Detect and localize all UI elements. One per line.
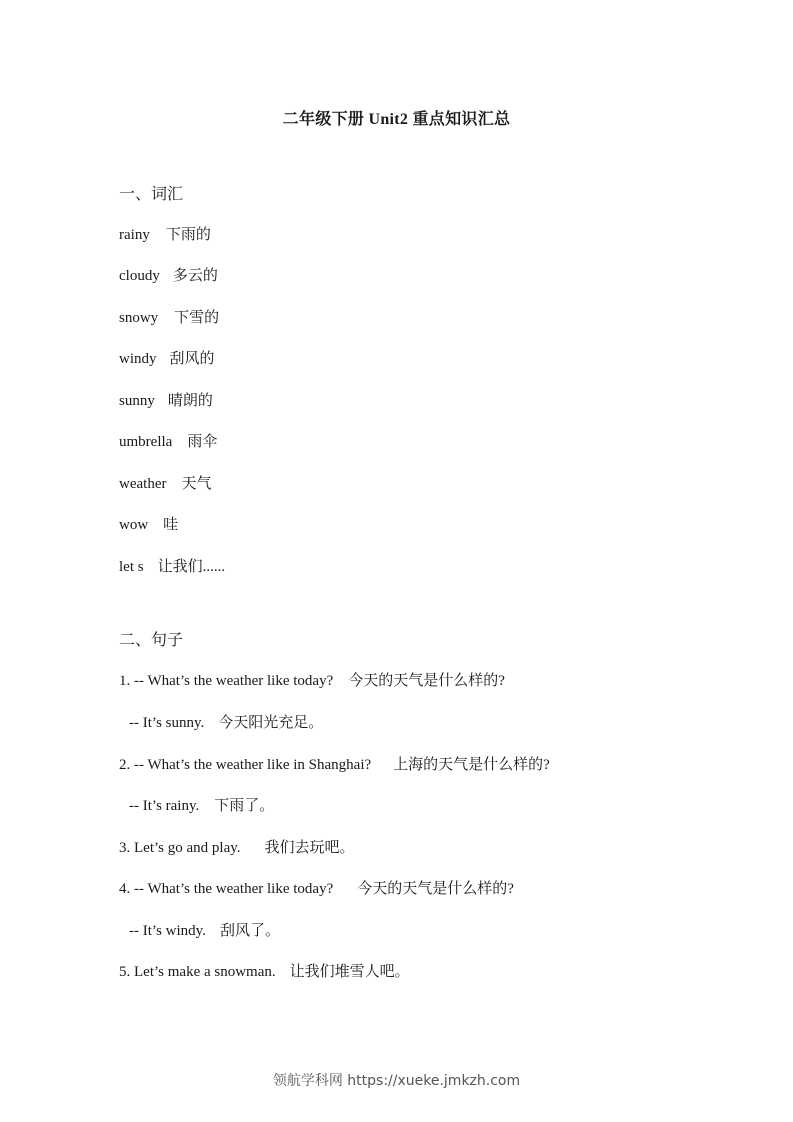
vocab-en: snowy	[119, 310, 159, 326]
vocab-en: cloudy	[119, 268, 160, 284]
sentence-zh: 今天的天气是什么样的?	[348, 673, 505, 689]
sentence-zh: 下雨了。	[214, 798, 275, 814]
vocab-item	[119, 513, 178, 534]
vocab-zh: 下雨的	[165, 227, 211, 243]
vocab-en: umbrella	[119, 434, 173, 450]
sentence-en: -- It’s rainy.	[129, 798, 200, 814]
vocab-item	[119, 430, 217, 451]
vocab-item	[119, 472, 211, 493]
sentence-en: -- It’s sunny.	[129, 715, 205, 731]
sentence-en: 3. Let’s go and play.	[119, 840, 241, 856]
sentence-line	[119, 836, 355, 857]
sentence-line	[119, 960, 410, 981]
section-heading-vocab: 一、词汇	[119, 186, 184, 203]
sentence-zh: 刮风了。	[219, 923, 280, 939]
vocab-zh: 晴朗的	[167, 393, 213, 409]
sentence-zh: 上海的天气是什么样的?	[393, 757, 550, 773]
page-title: 二年级下册 Unit2 重点知识汇总	[282, 111, 511, 128]
sentence-zh: 今天的天气是什么样的?	[357, 881, 514, 897]
sentence-en: -- It’s windy.	[129, 923, 206, 939]
vocab-item	[119, 347, 215, 368]
section-heading-sentences: 二、句子	[119, 632, 184, 649]
vocab-zh: 下雪的	[174, 310, 220, 326]
vocab-zh: 天气	[181, 476, 212, 492]
sentence-en: 5. Let’s make a snowman.	[119, 964, 276, 980]
vocab-en: wow	[119, 517, 149, 533]
vocab-item	[119, 555, 225, 576]
vocab-en: let s	[119, 559, 144, 575]
footer-watermark: 领航学科网 https://xueke.jmkzh.com	[272, 1073, 521, 1089]
vocab-zh: 雨伞	[187, 434, 218, 450]
vocab-zh: 哇	[163, 517, 179, 533]
vocab-zh: 多云的	[172, 268, 218, 284]
sentence-line	[119, 877, 514, 898]
sentence-zh: 让我们堆雪人吧。	[289, 964, 410, 980]
sentence-en: 2. -- What’s the weather like in Shanghai?	[119, 757, 372, 773]
vocab-zh: 刮风的	[169, 351, 215, 367]
sentence-zh: 我们去玩吧。	[264, 840, 355, 856]
sentence-line	[119, 669, 505, 690]
vocab-item	[119, 306, 219, 327]
sentence-line	[129, 919, 280, 940]
sentence-en: 1. -- What’s the weather like today?	[119, 673, 334, 689]
sentence-line	[129, 794, 274, 815]
vocab-zh: 让我们......	[157, 559, 226, 575]
sentence-zh: 今天阳光充足。	[218, 715, 324, 731]
vocab-item	[119, 264, 218, 285]
vocab-en: sunny	[119, 393, 155, 409]
vocab-item	[119, 389, 213, 410]
sentence-line	[119, 753, 550, 774]
vocab-item	[119, 223, 211, 244]
vocab-en: windy	[119, 351, 157, 367]
sentence-en: 4. -- What’s the weather like today?	[119, 881, 334, 897]
sentence-line	[129, 711, 323, 732]
vocab-en: rainy	[119, 227, 150, 243]
vocab-en: weather	[119, 476, 167, 492]
